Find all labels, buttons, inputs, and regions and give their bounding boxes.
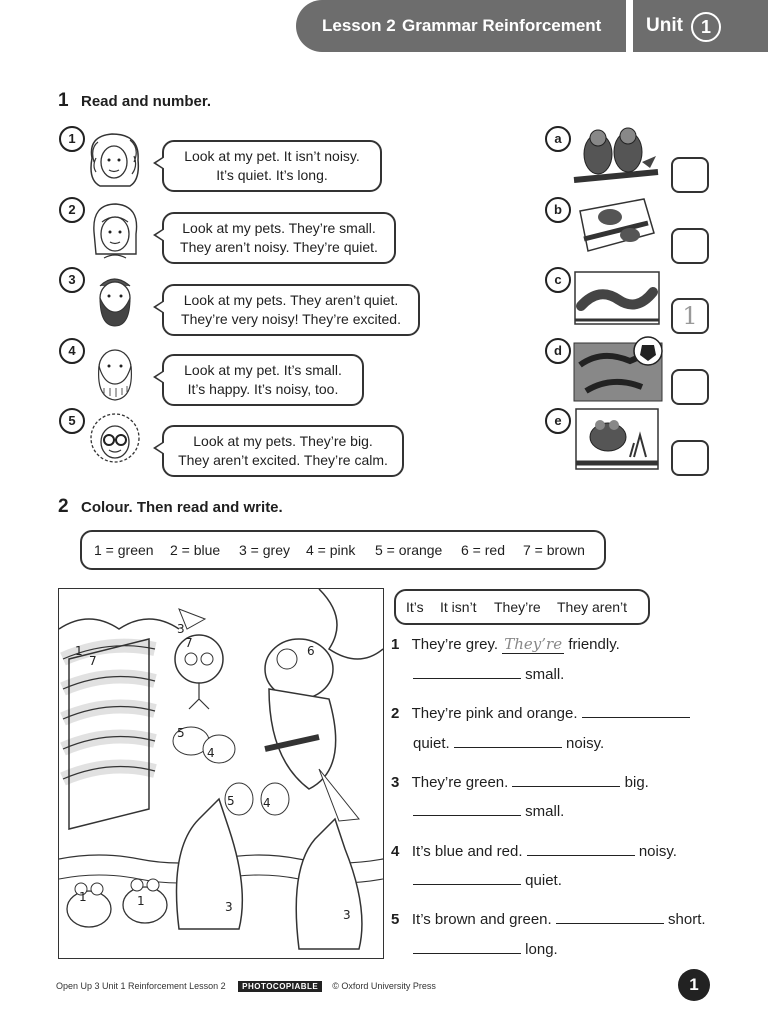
word-option: They’re [494,599,541,615]
footer-source: Open Up 3 Unit 1 Reinforcement Lesson 2 [56,981,226,991]
question-5-line-1 [391,909,706,928]
question-number: 1 [391,636,400,653]
word-option: It isn’t [440,599,477,615]
frog-tank-image [574,407,662,473]
question-text: big. [624,774,649,791]
question-text: long. [525,941,558,958]
word-option: They aren’t [557,599,628,615]
colour-number: 7 [89,654,97,668]
picture-letter: b [545,197,571,223]
item-number: 1 [59,126,85,152]
speech-bubble-1 [162,140,382,192]
lesson-label: Lesson 2 [322,16,396,35]
question-text: quiet. [525,872,562,889]
parrots-image [570,122,664,188]
question-4-line-2 [413,870,562,889]
bubble-line: Look at my pet. It isn’t noisy. [184,148,360,164]
bearded-man-face-image [84,268,146,330]
speech-bubble-5 [162,425,404,477]
item-number: 4 [59,338,85,364]
footer [56,981,436,991]
colour-key [80,530,606,570]
colour-number: 6 [307,644,315,658]
question-number: 4 [391,843,400,860]
page-number: 1 [678,969,710,1001]
question-text: noisy. [638,843,677,860]
example-answer: They’re [502,635,564,654]
copyright: © Oxford University Press [332,981,436,991]
bubble-line: It’s quiet. It’s long. [216,167,328,183]
colour-number: 4 [207,746,215,760]
item-number: 2 [59,197,85,223]
question-4-line-1 [391,841,677,860]
key-item: 3 = grey [239,542,290,558]
woman-face-image [82,198,148,264]
word-bank [394,589,650,625]
item-number: 3 [59,267,85,293]
question-3-line-1 [391,772,649,791]
key-item: 7 = brown [523,542,585,558]
bubble-line: Look at my pets. They aren’t quiet. [183,292,399,308]
answer-box-e[interactable] [671,440,709,476]
answer-blank[interactable] [413,870,521,885]
question-number: 3 [391,774,400,791]
bubble-line: Look at my pet. It’s small. [184,362,342,378]
question-3-line-2 [413,801,564,820]
bubble-line: Look at my pets. They’re small. [182,220,376,236]
bubble-line: Look at my pets. They’re big. [193,433,373,449]
picture-letter: a [545,126,571,152]
question-text: noisy. [566,735,605,752]
colour-number: 1 [75,644,83,658]
answer-blank[interactable] [512,772,620,787]
colour-number: 3 [225,900,233,914]
jungle-animals-image [59,589,383,958]
item-number: 5 [59,408,85,434]
answer-box-b[interactable] [671,228,709,264]
answer-blank[interactable] [582,703,690,718]
old-man-face-image [82,338,148,404]
exercise-1-number: 1 [58,90,69,111]
question-2-line-2 [413,733,604,752]
exercise-2-instruction: Colour. Then read and write. [81,499,283,516]
key-item: 1 = green [94,542,154,558]
answer-box-c[interactable]: 1 [671,298,709,334]
answer-box-a[interactable] [671,157,709,193]
picture-letter: c [545,267,571,293]
question-text: small. [525,666,565,683]
speech-bubble-2 [162,212,396,264]
exercise-1-instruction: Read and number. [81,93,212,110]
picture-letter: d [545,338,571,364]
question-number: 2 [391,705,400,722]
question-text: friendly. [568,636,620,653]
question-text: small. [525,803,565,820]
question-number: 5 [391,911,400,928]
question-text: They’re green. [411,774,509,791]
colour-number: 1 [79,890,87,904]
answer-blank[interactable] [413,939,521,954]
girl-curly-hair-face-image [82,128,148,190]
lizards-tank-image [574,193,660,257]
colour-number: 1 [137,894,145,908]
answer-blank[interactable] [413,664,521,679]
colour-number: 4 [263,796,271,810]
question-text: quiet. [413,735,450,752]
colour-number: 7 [185,636,193,650]
speech-bubble-4 [162,354,364,406]
question-5-line-2 [413,939,558,958]
bubble-line: They aren’t noisy. They’re quiet. [180,239,378,255]
colour-number: 3 [343,908,351,922]
unit-header [633,0,768,52]
question-2-line-1 [391,703,690,722]
colour-number: 3 [177,622,185,636]
question-1-line-1 [391,635,620,654]
key-item: 2 = blue [170,542,221,558]
answer-blank[interactable] [556,909,664,924]
word-option: It’s [406,599,424,615]
key-item: 5 = orange [375,542,443,558]
bubble-line: They’re very noisy! They’re excited. [181,311,401,327]
question-text: They’re pink and orange. [411,705,578,722]
key-item: 4 = pink [306,542,356,558]
answer-blank[interactable] [527,841,635,856]
photocopiable-badge: PHOTOCOPIABLE [238,981,322,992]
colour-number: 5 [227,794,235,808]
answer-blank[interactable] [454,733,562,748]
question-text: It’s brown and green. [411,911,552,928]
colouring-picture [58,588,384,959]
question-text: They’re grey. [411,636,498,653]
iguanas-ball-image [572,335,668,405]
snake-tank-image [573,270,663,328]
unit-number: 1 [691,12,721,42]
key-item: 6 = red [461,542,505,558]
colour-number: 5 [177,726,185,740]
question-text: It’s blue and red. [411,843,523,860]
question-1-line-2 [413,664,564,683]
unit-label: Unit [646,15,683,36]
girl-glasses-face-image [82,406,148,474]
exercise-2-number: 2 [58,496,69,517]
speech-bubble-3 [162,284,420,336]
bubble-line: It’s happy. It’s noisy, too. [187,381,339,397]
picture-letter: e [545,408,571,434]
bubble-line: They aren’t excited. They’re calm. [178,452,388,468]
question-text: short. [668,911,706,928]
answer-blank[interactable] [413,801,521,816]
lesson-header [296,0,626,52]
lesson-title: Grammar Reinforcement [402,16,602,35]
answer-box-d[interactable] [671,369,709,405]
